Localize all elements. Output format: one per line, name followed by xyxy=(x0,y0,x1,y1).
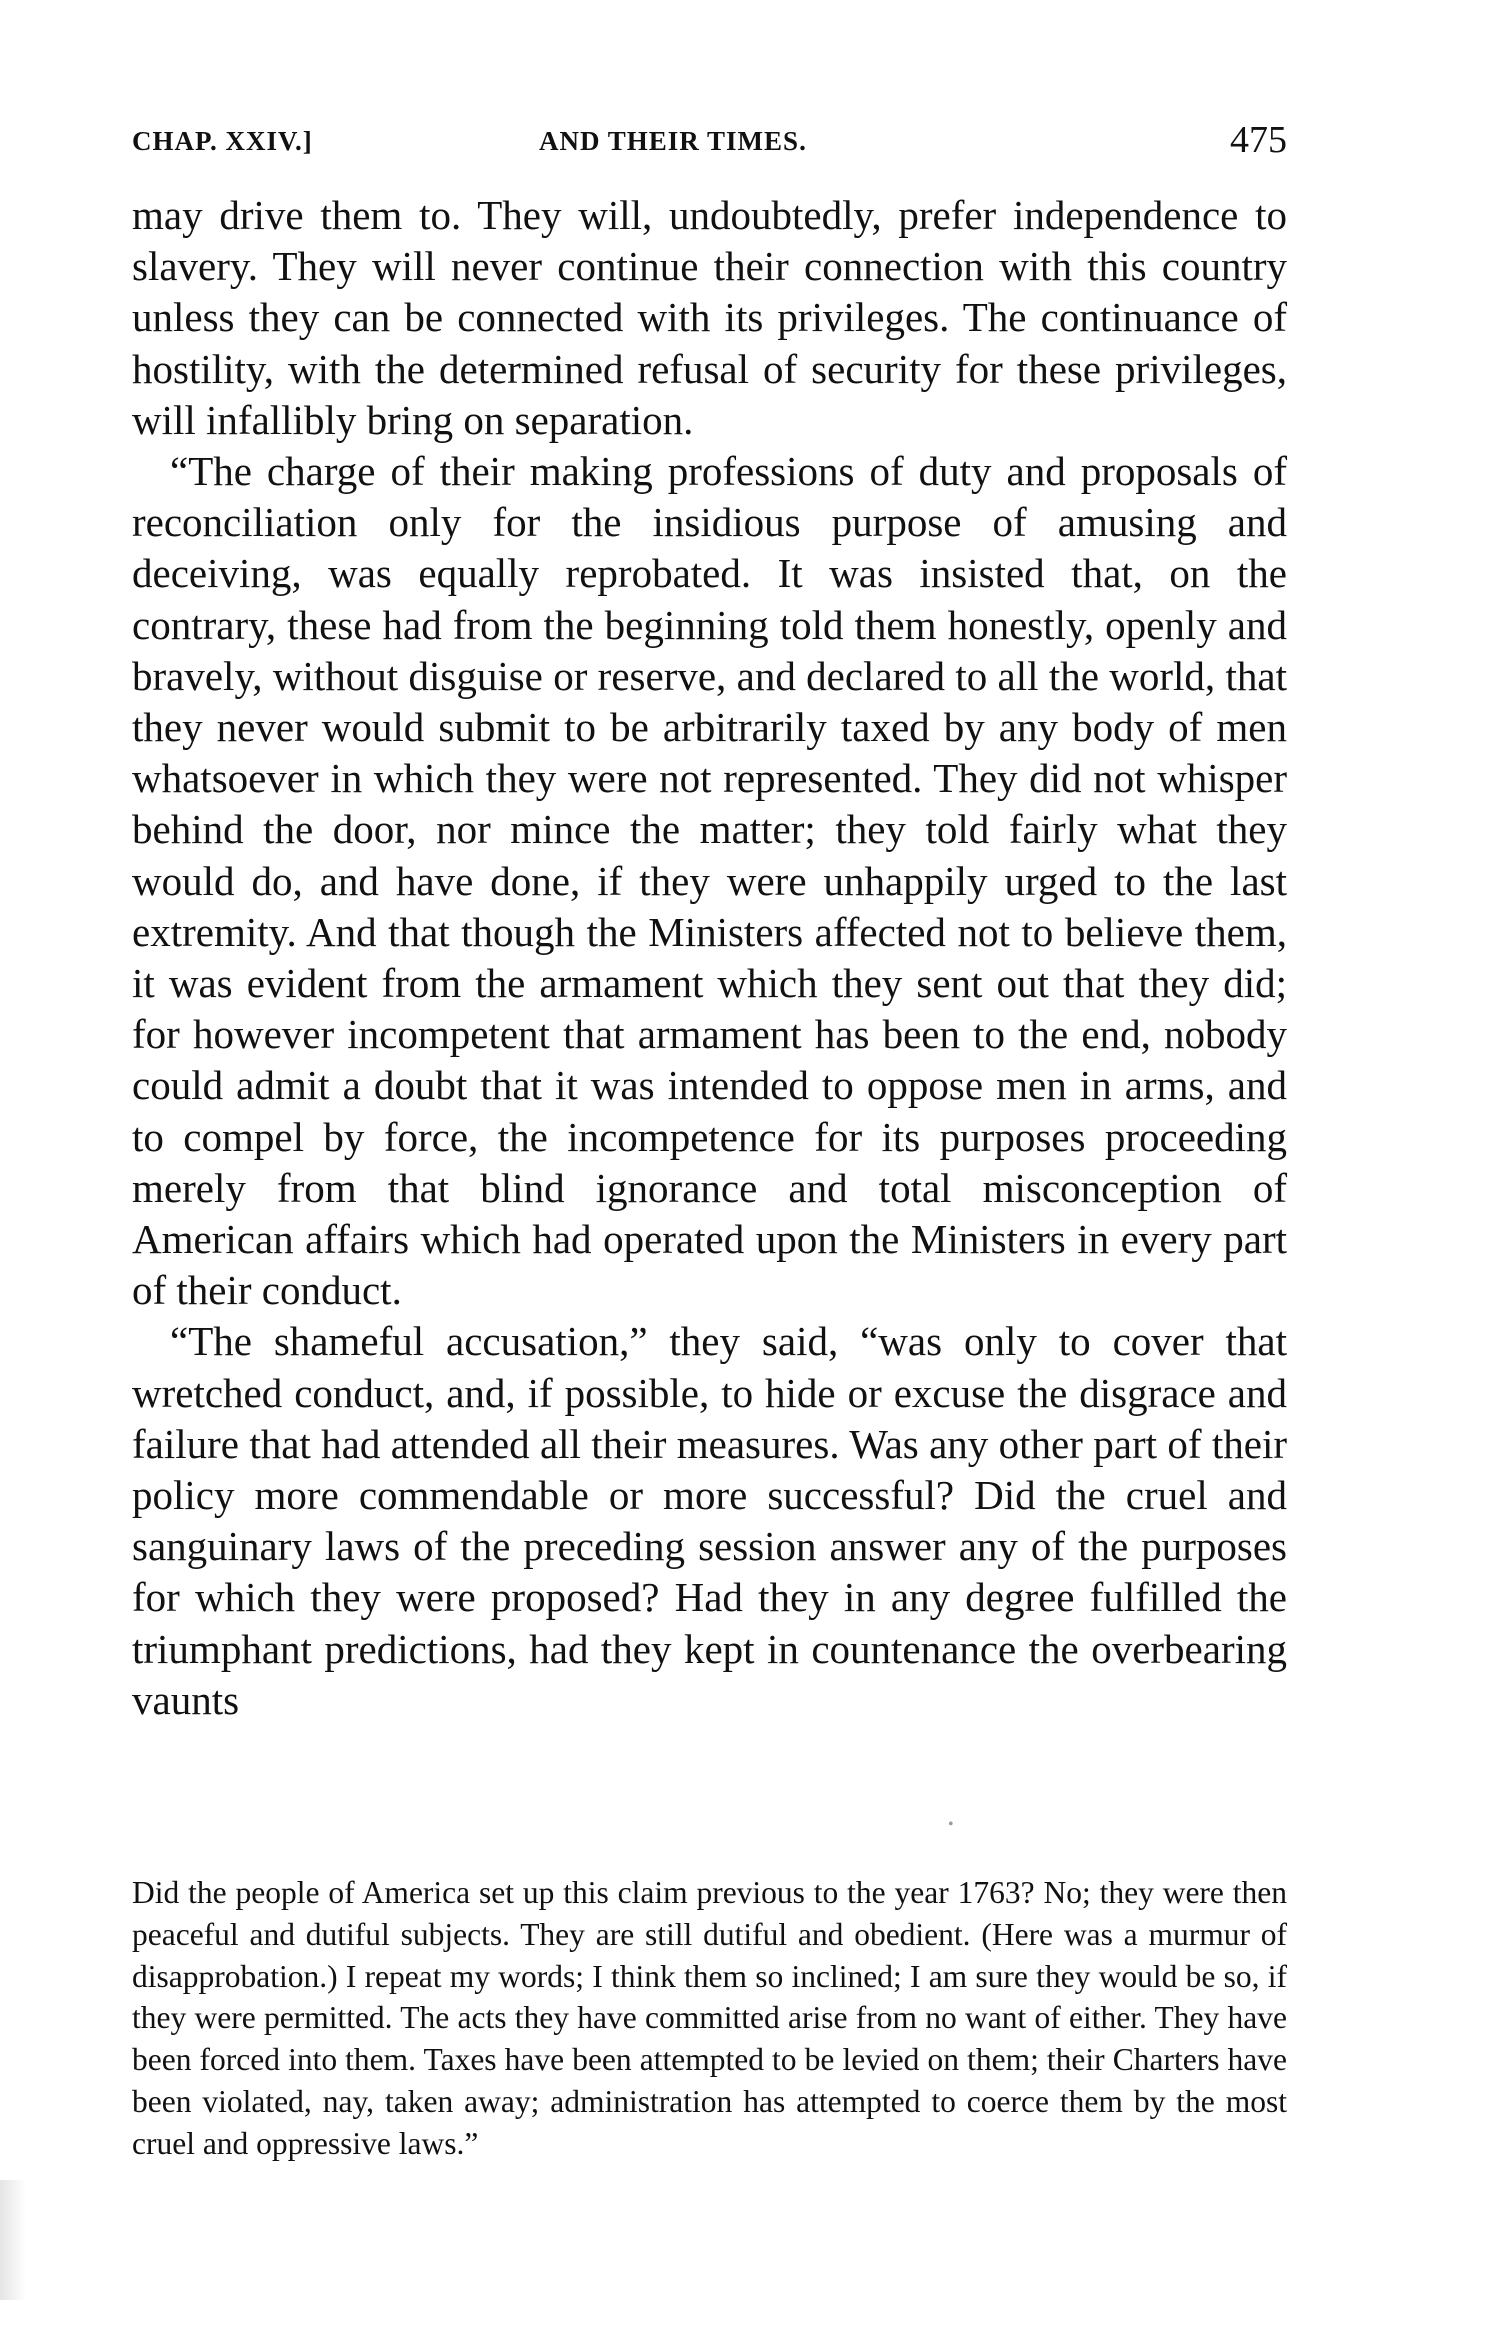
print-speck-icon: • xyxy=(948,1816,954,1833)
paragraph-charge: “The charge of their making professions of duty and proposals of reconciliation only for the insidious purpose of amusing and deceiving, was equally reprobated. It was insisted that, on the contrary, these had from the beginning told them honestly, openly and bravely, without disguise or reserve, and declared to all the world, that they never would submit to be arbitrarily taxed by any body of men whatsoever in which they were not represented. They did not whisper behind the door, nor mince the matter; they told fairly what they would do, and have done, if they were unhappily urged to the last extremity. And that though the Ministers affected not to believe them, it was evident from the armament which they sent out that they did; for however incompetent that armament has been to the end, nobody could admit a doubt that it was intended to oppose men in arms, and to compel by force, the incompetence for its purposes proceeding merely from that blind ignorance and total misconception of American affairs which had operated upon the Ministers in every part of their conduct. xyxy=(132,448,1287,1314)
running-head xyxy=(132,118,1287,168)
paragraph-accusation: “The shameful accusation,” they said, “was only to cover that wretched conduct, and, if possible, to hide or excuse the disgrace and failure that had attended all their measures. Was any other part of their policy more commendable or more successful? Did the cruel and sanguinary laws of the preceding session answer any of the purposes for which they were proposed? Had they in any degree fulfilled the triumphant predictions, had they kept in countenance the overbearing vaunts xyxy=(132,1318,1287,1723)
chapter-reference: CHAP. XXIV.] xyxy=(132,126,313,156)
footnote xyxy=(132,1872,1287,2165)
running-title: AND THEIR TIMES. xyxy=(539,126,807,156)
paragraph-continued: may drive them to. They will, undoubtedly, prefer independence to slavery. They will never continue their connection with this country unless they can be connected with its privileges. The continuance of hostility, with the determined refusal of security for these privileges, will infallibly bring on separation. xyxy=(132,192,1287,443)
main-text xyxy=(132,190,1287,1726)
scan-margin-shadow xyxy=(0,2180,26,2300)
footnote-text: Did the people of America set up this claim previous to the year 1763? No; they were then peaceful and dutiful subjects. They are still dutiful and obedient. (Here was a murmur of disapprobation.) I repeat my words; I think them so inclined; I am sure they would be so, if they were permitted. The acts they have committed arise from no want of either. They have been forced into them. Taxes have been attempted to be levied on them; their Charters have been violated, nay, taken away; administration has attempted to coerce them by the most cruel and oppressive laws.” xyxy=(132,1875,1287,2161)
page-number: 475 xyxy=(1230,119,1287,161)
